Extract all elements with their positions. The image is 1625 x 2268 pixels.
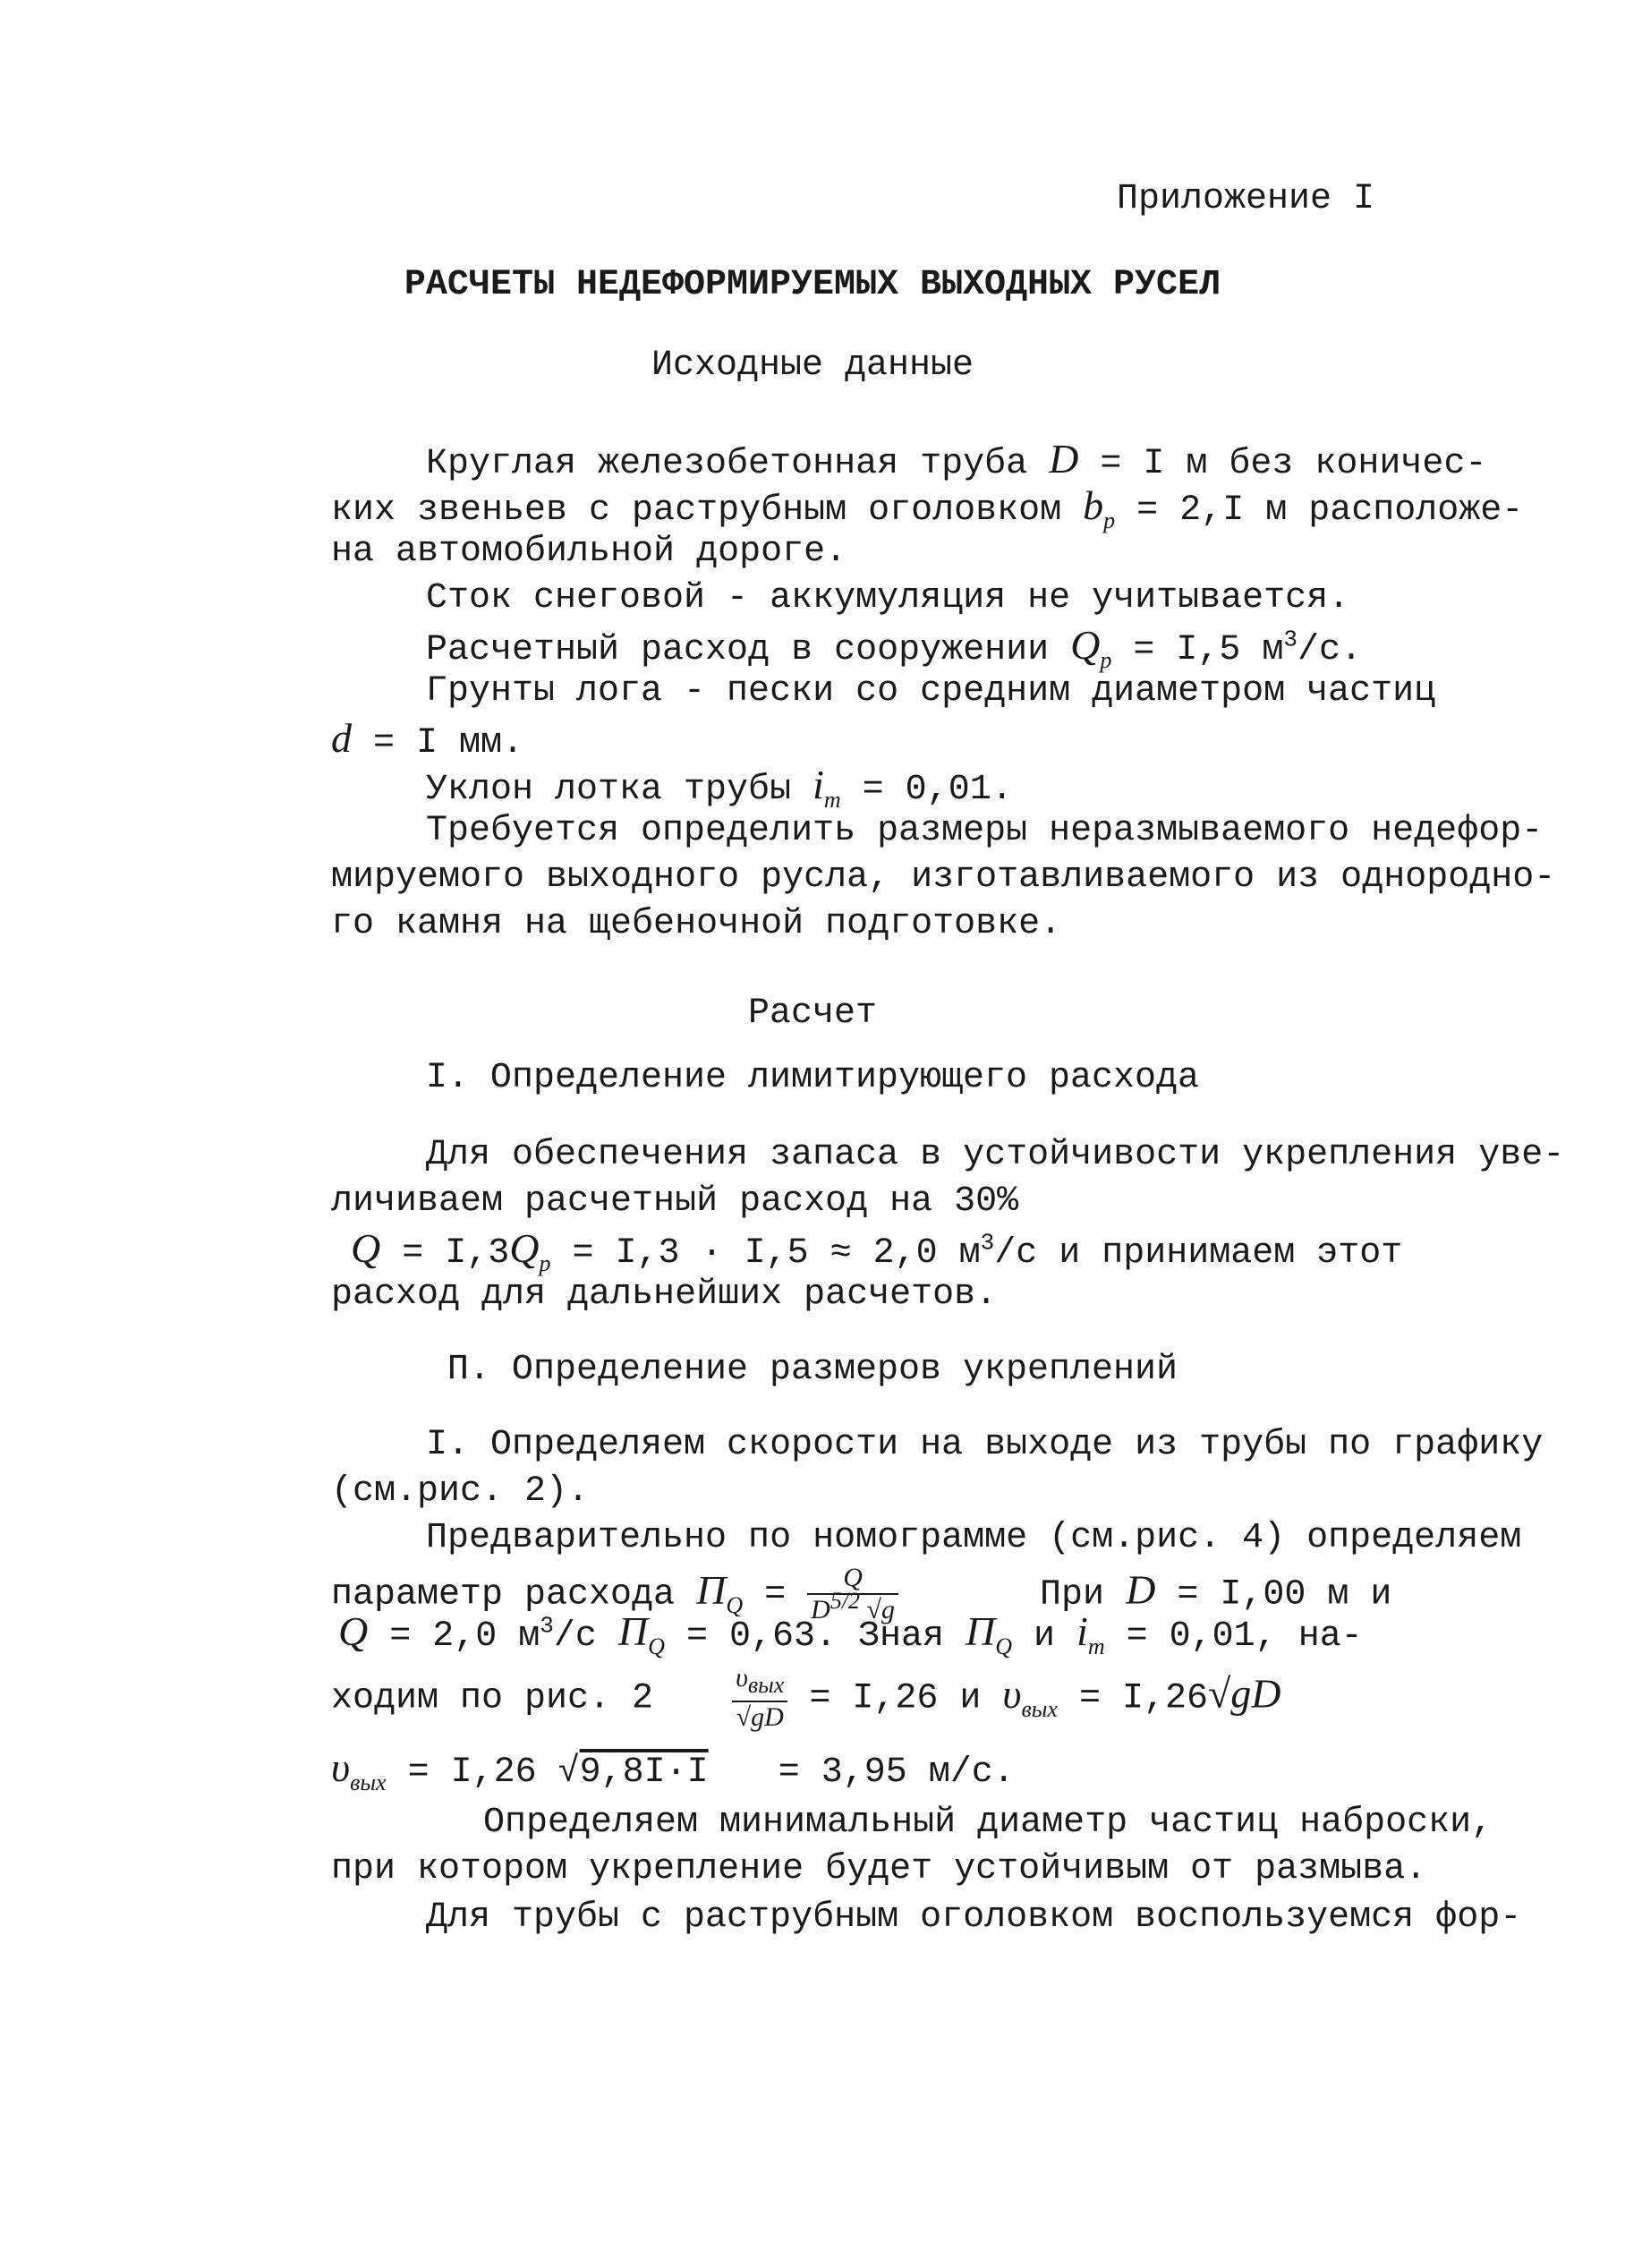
- var-sym: b: [1083, 482, 1104, 528]
- text-span: и: [1034, 1616, 1056, 1657]
- s2-line-10: Для трубы с раструбным оголовком воспользуемся фор-: [426, 1897, 1522, 1938]
- var-sub: Q: [995, 1633, 1013, 1660]
- s2-line-7: [331, 1745, 1015, 1805]
- text-span: = I,5 м: [1133, 630, 1284, 670]
- var-sym: Q: [1070, 622, 1101, 668]
- text-span: Круглая железобетонная труба: [426, 444, 1028, 484]
- sqrt-expression: √9,8I·I: [557, 1752, 709, 1793]
- text-span: ких звеньев с раструбным оголовком: [331, 490, 1062, 531]
- var-sub: вых: [747, 1672, 785, 1698]
- var-bp: [1083, 482, 1116, 534]
- appendix-label: Приложение I: [1117, 179, 1375, 219]
- var-pi-q: [617, 1608, 665, 1660]
- text-span: = 2,0 м: [389, 1616, 540, 1657]
- text-span: = I мм.: [373, 723, 524, 763]
- superscript: 3: [1283, 626, 1298, 653]
- var-v-out: [1002, 1670, 1058, 1722]
- initial-line-10: мируемого выходного русла, изготавливаемого из однородно-: [331, 857, 1556, 898]
- var-sub: т: [823, 787, 841, 814]
- var-sub: p: [539, 1250, 551, 1277]
- var-v-out: [331, 1744, 387, 1796]
- var-pi-q: [966, 1608, 1013, 1660]
- text-span: Уклон лотка трубы: [426, 770, 792, 810]
- text-span: = 0,01.: [862, 770, 1013, 810]
- fraction-denominator: √gD: [736, 1702, 784, 1732]
- s2-line-5: [338, 1609, 1363, 1669]
- text-span: = 0,63. Зная: [685, 1616, 944, 1657]
- var-sym: υ: [331, 1744, 351, 1790]
- text-span: = 0,01, на-: [1126, 1616, 1363, 1657]
- fraction-v-out: [732, 1663, 787, 1733]
- s2-line-1: I. Определяем скорости на выходе из трубы по графику: [426, 1425, 1544, 1465]
- initial-line-3: на автомобильной дороге.: [331, 532, 847, 572]
- text-span: = 3,95 м/с.: [778, 1752, 1015, 1793]
- initial-line-6: Грунты лога - пески со средним диаметром частиц: [426, 671, 1436, 712]
- section-1-heading: I. Определение лимитирующего расхода: [425, 1058, 1200, 1098]
- s2-line-8: Определяем минимальный диаметр частиц наброски,: [483, 1803, 1493, 1843]
- s2-line-3: Предварительно по номограмме (см.рис. 4) определяем: [426, 1518, 1522, 1558]
- initial-line-7: [331, 716, 523, 766]
- sqrt-gd: √gD: [1207, 1670, 1281, 1717]
- calc-heading: Расчет: [747, 993, 878, 1034]
- s2-line-9: при котором укрепление будет устойчивым от размыва.: [331, 1849, 1427, 1889]
- superscript: 3: [980, 1229, 995, 1257]
- s1-line-2: личиваем расчетный расход на 30%: [331, 1181, 1019, 1222]
- var-it: [812, 762, 841, 814]
- var-sub: вых: [1021, 1695, 1058, 1722]
- var-d-pipe: D: [1126, 1566, 1156, 1613]
- s2-line-2: (см.рис. 2).: [331, 1471, 590, 1512]
- den-exp: 5/2: [830, 1588, 861, 1614]
- text-span: = I м без коничес-: [1100, 444, 1487, 484]
- initial-line-9: Требуется определить размеры неразмываемого недефор-: [426, 811, 1544, 851]
- var-sym: υ: [1002, 1670, 1022, 1717]
- text-span: /с.: [1297, 630, 1363, 670]
- s1-line-4: расход для дальнейших расчетов.: [331, 1275, 998, 1315]
- text-span: ходим по рис. 2: [331, 1678, 654, 1719]
- s2-line-6: [331, 1663, 1280, 1733]
- text-span: /с: [553, 1616, 597, 1657]
- den-root: √g: [866, 1595, 896, 1624]
- var-sub: вых: [350, 1769, 387, 1796]
- var-sym: Π: [696, 1566, 727, 1613]
- text-span: = I,3: [402, 1233, 510, 1274]
- superscript: 3: [540, 1612, 554, 1640]
- fraction-numerator: Q: [807, 1563, 898, 1595]
- var-sym: Q: [509, 1225, 540, 1271]
- var-it: [1076, 1608, 1105, 1660]
- text-span: Расчетный расход в сооружении: [426, 630, 1050, 670]
- den-d: D: [811, 1595, 830, 1624]
- text-span: = I,3 · I,5 ≈ 2,0 м: [572, 1233, 981, 1274]
- initial-line-11: го камня на щебеночной подготовке.: [331, 904, 1062, 944]
- var-sub: т: [1087, 1633, 1105, 1660]
- page-title: РАСЧЕТЫ НЕДЕФОРМИРУЕМЫХ ВЫХОДНЫХ РУСЕЛ: [404, 265, 1221, 305]
- var-qp: [509, 1225, 551, 1277]
- var-q: Q: [338, 1608, 369, 1654]
- var-sym: i: [1076, 1608, 1088, 1654]
- var-qp: [1070, 622, 1112, 674]
- text-span: /с и принимаем этот: [994, 1233, 1403, 1274]
- var-sym: υ: [736, 1663, 748, 1692]
- section-2-heading: П. Определение размеров укреплений: [447, 1350, 1178, 1390]
- s1-line-1: Для обеспечения запаса в устойчивости укрепления уве-: [426, 1135, 1565, 1175]
- var-sym: i: [812, 762, 824, 807]
- text-span: параметр расхода: [331, 1574, 676, 1616]
- equals-sign: =: [764, 1574, 787, 1616]
- text-span: = I,26: [1078, 1678, 1208, 1719]
- var-sub: p: [1100, 647, 1112, 674]
- var-sym: Π: [966, 1608, 996, 1654]
- page-subtitle: Исходные данные: [651, 345, 974, 386]
- var-sym: Π: [617, 1608, 649, 1654]
- var-d-particle: d: [331, 715, 352, 761]
- initial-line-1: [426, 437, 1486, 487]
- var-sub: Q: [726, 1591, 744, 1618]
- var-q: Q: [351, 1225, 381, 1271]
- text-span: = I,26 и: [809, 1678, 982, 1719]
- var-sub: p: [1103, 507, 1116, 534]
- initial-line-4: Сток снеговой - аккумуляция не учитывается.: [426, 578, 1350, 618]
- text-span: = I,00 м и: [1177, 1574, 1392, 1616]
- text-span: При: [1040, 1574, 1105, 1616]
- sqrt-radicand: 9,8I·I: [579, 1752, 709, 1793]
- fraction-numerator: [732, 1663, 787, 1702]
- var-d-pipe: D: [1049, 436, 1079, 482]
- text-span: = 2,I м расположе-: [1136, 490, 1524, 531]
- text-span: = I,26: [407, 1752, 537, 1793]
- var-sub: Q: [648, 1633, 665, 1660]
- var-pi-q: [696, 1566, 744, 1618]
